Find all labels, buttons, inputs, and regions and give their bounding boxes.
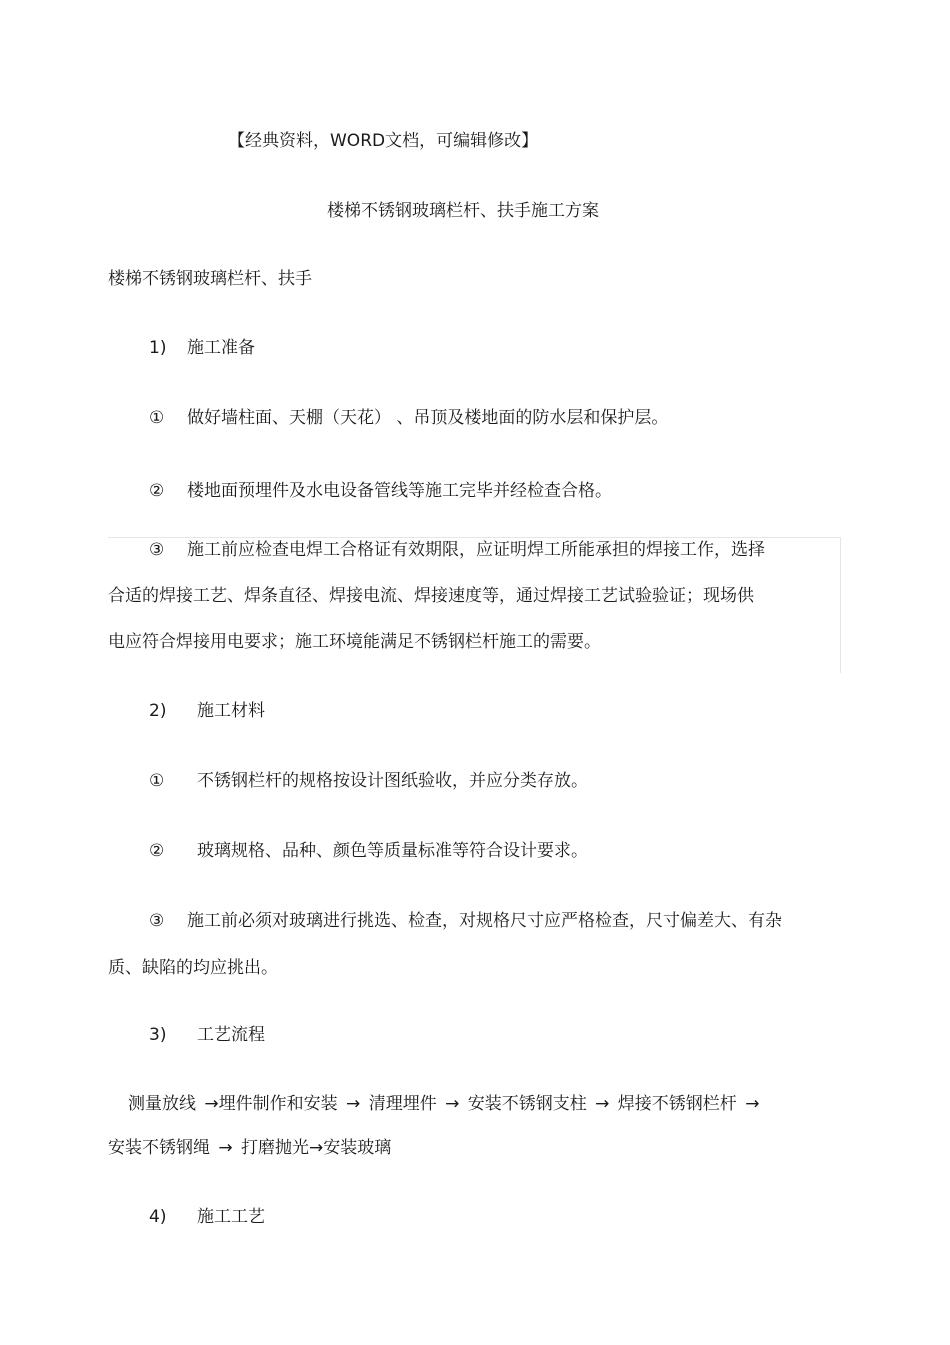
section2-item1-mark: ①	[149, 771, 165, 791]
section1-item1-mark: ①	[149, 408, 165, 428]
section2-item3-line1: 施工前必须对玻璃进行挑选、检查，对规格尺寸应严格检查，尺寸偏差大、有杂	[187, 911, 782, 931]
section3-number: 3)	[149, 1025, 167, 1045]
document-title: 楼梯不锈钢玻璃栏杆、扶手施工方案	[327, 201, 599, 221]
process-flow-line1: 测量放线 →埋件制作和安装 → 清理埋件 → 安装不锈钢支柱 → 焊接不锈钢栏杆 →	[128, 1094, 760, 1114]
section1-item3-line2: 合适的焊接工艺、焊条直径、焊接电流、焊接速度等，通过焊接工艺试验验证；现场供	[108, 586, 754, 606]
header-note: 【经典资料，WORD文档，可编辑修改】	[228, 131, 539, 151]
section1-item2-text: 楼地面预埋件及水电设备管线等施工完毕并经检查合格。	[187, 481, 612, 501]
section4-number: 4)	[149, 1207, 167, 1227]
section1-item2-mark: ②	[149, 481, 165, 501]
section1-number: 1)	[149, 338, 167, 358]
section2-item3-line2: 质、缺陷的均应挑出。	[108, 958, 278, 978]
section2-item2-mark: ②	[149, 841, 165, 861]
process-flow-line2: 安装不锈钢绳 → 打磨抛光→安装玻璃	[108, 1138, 392, 1158]
section1-item3-line1: 施工前应检查电焊工合格证有效期限，应证明焊工所能承担的焊接工作，选择	[187, 540, 765, 560]
section2-heading: 施工材料	[197, 701, 265, 721]
document-subtitle: 楼梯不锈钢玻璃栏杆、扶手	[108, 269, 312, 289]
section2-item2-text: 玻璃规格、品种、颜色等质量标准等符合设计要求。	[197, 841, 588, 861]
section4-heading: 施工工艺	[197, 1207, 265, 1227]
section1-item1-text: 做好墙柱面、天棚（天花） 、吊顶及楼地面的防水层和保护层。	[187, 408, 669, 428]
section2-item3-mark: ③	[149, 911, 165, 931]
section2-number: 2)	[149, 701, 167, 721]
section1-item3-line3: 电应符合焊接用电要求；施工环境能满足不锈钢栏杆施工的需要。	[108, 632, 601, 652]
section1-item3-mark: ③	[149, 540, 165, 560]
section1-heading: 施工准备	[187, 338, 255, 358]
section2-item1-text: 不锈钢栏杆的规格按设计图纸验收，并应分类存放。	[197, 771, 588, 791]
section3-heading: 工艺流程	[197, 1025, 265, 1045]
